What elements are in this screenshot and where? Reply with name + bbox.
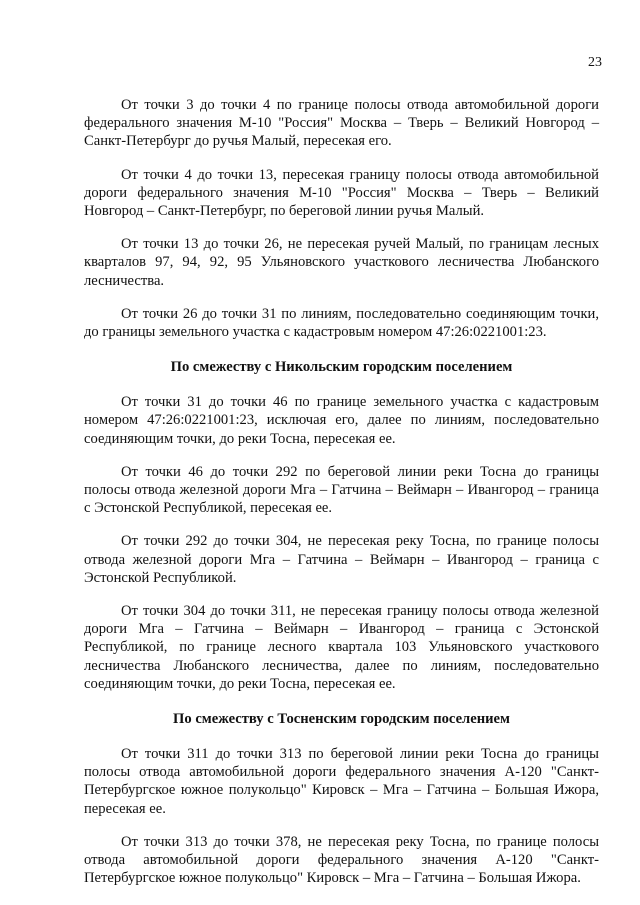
paragraph: От точки 311 до точки 313 по береговой линии реки Тосна до границы полосы отвода автомобильной дороги федерального значения А-120 "Санкт-Петербургское южное полукольцо" Кировск – Мга – Гатчина – Большая Ижора, пересекая ее. (84, 746, 599, 817)
paragraph: От точки 3 до точки 4 по границе полосы отвода автомобильной дороги федерального значения М-10 "Россия" Москва – Тверь – Великий Новгород – Санкт-Петербург до ручья Малый, пересекая его. (84, 97, 599, 150)
section-heading-nikolsky: По смежеству с Никольским городским поселением (170, 359, 513, 376)
paragraph: От точки 4 до точки 13, пересекая границу полосы отвода автомобильной дороги федерального значения М-10 "Россия" Москва – Тверь – Великий Новгород – Санкт-Петербург, по береговой линии ручья Малый. (84, 166, 599, 220)
paragraph: От точки 292 до точки 304, не пересекая реку Тосна, по границе полосы отвода железной дороги Мга – Гатчина – Веймарн – Ивангород – граница с Эстонской Республикой. (84, 533, 599, 586)
paragraph: От точки 304 до точки 311, не пересекая границу полосы отвода железной дороги Мга – Гатчина – Веймарн – Ивангород – граница с Эстонской Республикой, по границе лесного квартала 103 Ульяновского участкового лесничества Любанского лесничества, далее по линиям, последовательно соединяющим точки, до реки Тосна, пересекая ее. (84, 603, 599, 692)
document-body (84, 96, 599, 903)
paragraph: От точки 46 до точки 292 по береговой линии реки Тосна до границы полосы отвода железной дороги Мга – Гатчина – Веймарн – Ивангород – граница с Эстонской Республикой, пересекая ее. (84, 463, 599, 517)
paragraph: От точки 313 до точки 378, не пересекая реку Тосна, по границе полосы отвода автомобильной дороги федерального значения А-120 "Санкт-Петербургское южное полукольцо" Кировск – Мга – Гатчина – Большая Ижора. (84, 833, 599, 887)
paragraph: От точки 26 до точки 31 по линиям, последовательно соединяющим точки, до границы земельного участка с кадастровым номером 47:26:0221001:23. (84, 305, 599, 341)
paragraph: От точки 31 до точки 46 по границе земельного участка с кадастровым номером 47:26:0221001:23, исключая его, далее по линиям, последовательно соединяющим точки, до реки Тосна, пересекая ее. (84, 394, 599, 447)
section-heading-tosnensky: По смежеству с Тосненским городским поселением (173, 711, 510, 728)
page-number: 23 (588, 55, 602, 70)
paragraph: От точки 13 до точки 26, не пересекая ручей Малый, по границам лесных кварталов 97, 94, 92, 95 Ульяновского участкового лесничества Любанского лесничества. (84, 236, 599, 289)
